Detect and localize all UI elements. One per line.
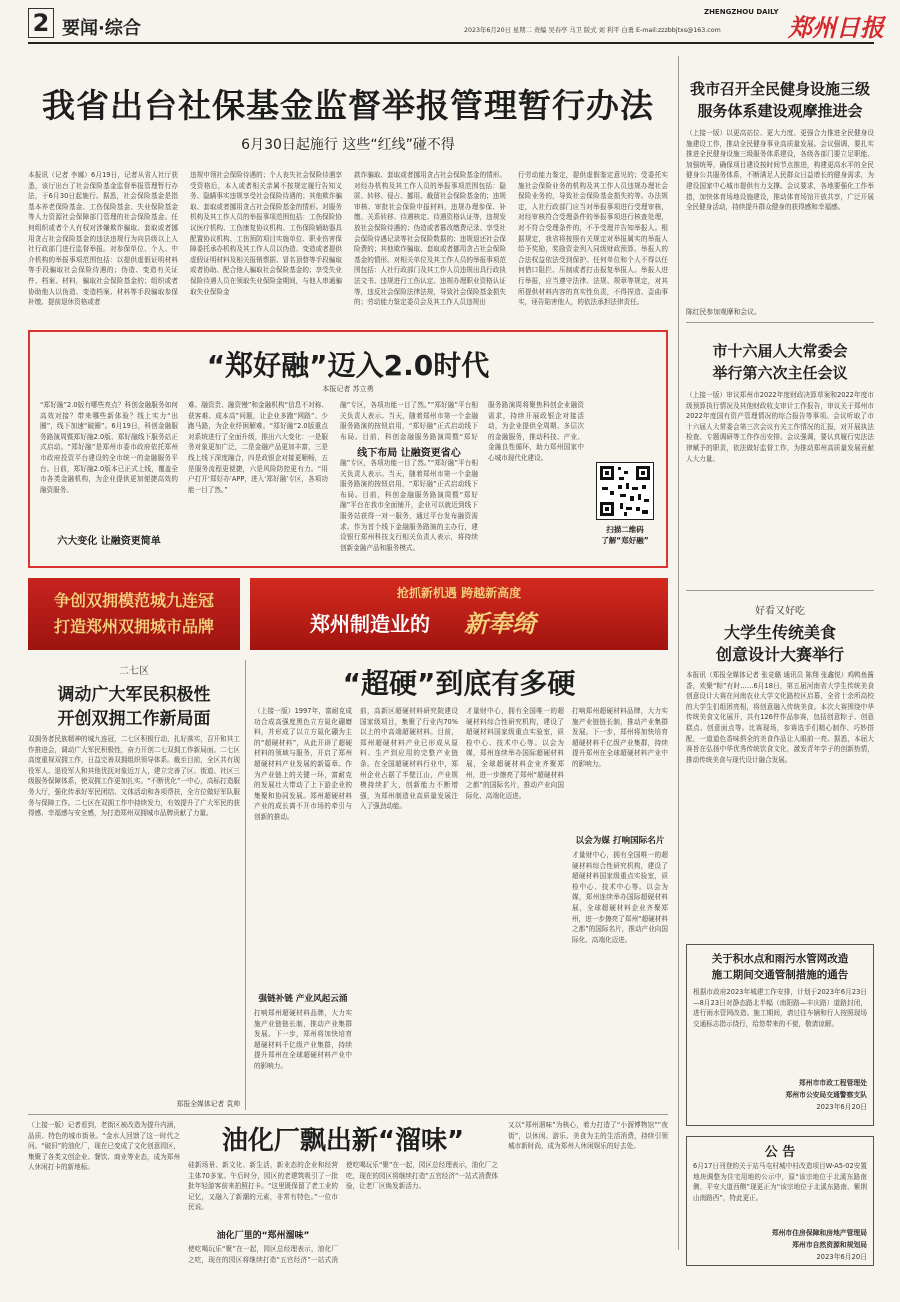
banner-right-line-1: 抢抓新机遇 跨越新高度	[396, 586, 522, 600]
notice-issuer-2: 郑州市公安局交通警察支队	[785, 1091, 867, 1099]
lead-column-1: 本报讯（记者 李娜）6月19日，记者从省人社厅获悉，该厅出台了社会保险基金监督举报管理暂行办法，于6月30日起施行。据悉，社会保险基金是指基本养老保险基金、工伤保险基金、失业保险基金等人力资源社会保障部门管理的社会保险基金。任何组织或者个人有权对涉嫌欺诈骗取、套取或者挪用贪占社会保险基金的违法违规行为向县级以上人社行政部门进行监督举报。对参保单位、个人、中介机构的举报事项范围包括：以提供虚假证明材料等手段骗取社会保险待遇的；伪造、变造有关证件、档案、材料，骗取社会保险基金的；组织或者协助他人以伪造、变造档案、材料等手段骗取参保补缴、提前退休资格或者	[28, 171, 178, 307]
lead-headline: 我省出台社保基金监督举报管理暂行办法	[42, 86, 654, 125]
oil-column-1: （上接一版）记者看到，老街区被改造为提升内涵，品质、特色的城市街景。“金水人回馈了这一时代之问。“破旧”的油化厂，现在已变成了文化创意园区，集聚了各类文创企业、餐饮、商业等业态，成为郑州人休闲打卡的新地标。	[28, 1121, 180, 1172]
superhard-column-1a: （上接一版）1997年，富耐克成功合成高强度黑色立方氮化硼磨料，并形成了以立方氮化硼为主的“超硬材料”，从此开辟了超硬材料的领域与服务，开启了郑州超硬材料产业发展的新篇章。作为产业链上的关键一环，富耐克的发展壮大带动了上下游企业的集聚和协同发展。郑州超硬材料产业的成长离不开市场的牵引与创新的推动。	[254, 707, 352, 821]
section-title: 要闻·综合	[62, 18, 141, 39]
oil-column-4: 又以“郑州溜味”为核心，着力打造了“小溜博物馆”“夜街”，以休闲、游乐、美食为主的生活消费，持续引领城市新时尚，成为郑州人休闲娱乐的好去处。	[508, 1121, 668, 1151]
superhard-column-4b: 才量财中心，拥有全国唯一的超硬材料综合性研究机构，建设了超硬材料国家级重点实验室，质检中心、技术中心等。以会为媒，郑州连续举办国际超硬材料展，全球超硬材料企业齐聚郑州，进一步擦亮了郑州“超硬材料之都”的国际名片，推动产业向国际化、高端化迈进。	[572, 851, 668, 944]
congress-title-1: 市十六届人大常委会	[712, 342, 848, 360]
featured-column-4: 服务路演周将聚焦科创企业融资需求，持续开展政银企对接活动，为企业提供全周期、多层次的金融服务，推动科技、产业、金融良性循环，助力郑州国家中心城市现代化建设。	[488, 401, 584, 462]
oil-column-3: 使吃喝玩乐“聚”在一起，园区总经理表示，油化厂之吃，现在的园区将继续打造“五官经济”一站式消费体验，让老厂区焕发新活力。	[346, 1161, 498, 1191]
featured-column-3a: 融”专区，各项功能一目了然。”“郑好融”平台相关负责人表示。当天，随着郑州市第一个金融服务路演的按钮启用，“郑好融”正式启动线下布局。目前，科创金融服务路演周暨“郑好	[340, 401, 478, 440]
page-number: 2	[28, 8, 54, 38]
fitness-title-2: 服务体系建设观摩推进会	[697, 102, 863, 120]
congress-body: （上接一版）审议郑州市2022年度财政决算草案和2022年度市级预算执行情况及其他财政收支审计工作报告，审议关于郑州市2022年度国有资产管理情况的综合报告等事项。会议听取了市十六届人大常委会第三次会议有关工作情况的汇报，对开展执法检查、专题调研等工作作出安排。会议强调，要认真履行宪法法律赋予的职责，依法做好监督工作，为推动郑州高质量发展贡献人大力量。	[686, 391, 874, 463]
featured-byline: 本报记者 苏立勇	[322, 385, 374, 393]
superhard-column-4a: 打响郑州超硬材料品牌，大力实施产业链链长制，推动产业集群发展。下一步，郑州将加快培育超硬材料千亿级产业集群，持续提升郑州在全球超硬材料产业中的影响力。	[572, 707, 668, 768]
paper-logo: 郑州日报	[788, 13, 884, 42]
banner-manufacturing	[250, 578, 668, 650]
notice-date: 2023年6月20日	[816, 1103, 867, 1111]
oil-column-2b: 使吃喝玩乐“聚”在一起，园区总经理表示，油化厂之吃，现在的园区将继续打造“五官经济”一站式消	[188, 1245, 338, 1264]
featured-headline: “郑好融”迈入2.0时代	[206, 349, 490, 382]
superhard-subhead-1: 强链补链 产业风起云涌	[258, 994, 348, 1004]
notice-body: 根据市政府2023年城建工作安排，计划于2023年6月23日—8月23日对静态路北半幅（南阳路—丰庆路）道路封闭，进行雨水管网改造。施工期间，请过往车辆和行人按照现场交通标志指示绕行，给您带来的不便，敬请谅解。	[693, 988, 867, 1028]
announcement-box	[686, 1136, 874, 1266]
fitness-title-1: 我市召开全民健身设施三级	[689, 80, 870, 98]
date-line: 2023年6月20日 星期二 责编 吴春亭 马卫 版式 刘 利平 白勇 E-mail:zzzbbjtxs@163.com	[464, 27, 721, 34]
qr-code[interactable]	[596, 462, 654, 520]
featured-column-2: 难、融资贵、融资慢”和金融机构“信息不对称、获客难、成本高”问题，让企业多跑“网路”、少跑马路，为企业纾困解难。“郑好融”2.0版重点对系统进行了全面升级，推出六大变化：一是服务对象更加广泛，二是金融产品更加丰富，三是线上线下深度融合，四是政银企对接更顺畅，五是服务流程更便捷，六是风险防控更有力。“用户打开‘郑好办’APP，进入‘郑好融’专区，各项功能一目了然。”	[188, 401, 328, 494]
featured-subhead-2: 线下布局 让融资更省心	[357, 448, 461, 459]
oil-headline: 油化厂飘出新“溜味”	[221, 1126, 465, 1156]
lead-subheadline: 6月30日起施行 这些“红线”碰不得	[241, 137, 455, 153]
featured-subhead-1: 六大变化 让融资更简单	[57, 536, 161, 547]
announcement-issuer-1: 郑州市住房保障和房地产管理局	[771, 1229, 867, 1237]
notice-title-2: 施工期间交通管制措施的通告	[711, 969, 849, 981]
announcement-body: 6月17日刊登的关于站马屯村城中村改造项目W-A5-02安置地块调整为住宅用地的公示中，原“该宗地位于北溪东路南侧、平安大道西侧”现更正为“该宗地位于北溪东路南、紫荆山南路西”，特此更正。	[693, 1162, 867, 1202]
superhard-headline: “超硬”到底有多硬	[342, 667, 576, 700]
congress-title-2: 举行第六次主任会议	[712, 364, 848, 382]
superhard-column-3: 才量财中心，拥有全国唯一的超硬材料综合性研究机构，建设了超硬材料国家级重点实验室，质检中心、技术中心等。以会为媒，郑州连续举办国际超硬材料展，全球超硬材料企业齐聚郑州，进一步擦亮了郑州“超硬材料之都”的国际名片，推动产业向国际化、高端化迈进。	[466, 707, 564, 800]
lead-column-2: 违规申领社会保险待遇的；个人丧失社会保险待遇享受资格后，本人或者相关亲属不按规定履行告知义务、隐瞒事实违规享受社会保险待遇的；其他欺诈骗取、套取或者挪用贪占社会保险基金的情形。对服务机构及其工作人员的举报事项范围包括：工伤保险协议医疗机构、工伤康复协议机构、工伤保险辅助器具配置协议机构、工伤预防项目实施单位、职业伤害保障委托承办机构及其工作人员以伪造、变造或者提供虚假证明材料及相关报销票据、冒名顶替等手段骗取或者协助、配合他人骗取社会保险基金的；享受失业保险待遇人员在领取失业保险金期间，与他人串通骗取失业保险金	[190, 171, 342, 296]
page-header	[28, 8, 884, 42]
army-title-2: 开创双拥工作新局面	[57, 709, 211, 729]
featured-column-1: “郑好融”2.0版有哪些亮点？科创金融服务如何高效对接？带来哪些新体验？线上实力“出圈”，线下加速“破圈”。6月19日，科创金融服务路演周暨郑好融2.0版、郑好融线下服务站正式启动。“郑好融”是郑州市委市政府依托郑州市政府投资平台建设的全市统一的金融服务平台。日前，郑好融2.0版本已正式上线，覆盖全市各类金融机构，为企业提供更加便捷高效的融资服务。	[40, 401, 178, 494]
featured-column-3b: 融”专区，各项功能一目了然。”“郑好融”平台相关负责人表示。当天，随着郑州市第一个金融服务路演的按钮启用，“郑好融”正式启动线下布局。目前，科创金融服务路演周暨“郑好融”平台在我市全面铺开，企业可以就近到线下服务站获得一对一服务，通过平台发布融资需求。作为首个线下金融服务路演的主办行，建设银行郑州科技支行相关负责人表示，将持续创新金融产品和服务模式。	[340, 459, 478, 552]
notice-box	[686, 944, 874, 1126]
lead-column-4: 行劳动能力鉴定，提供虚假鉴定意见的；受委托实施社会保险业务的机构及其工作人员违规办理社会保险业务的，导致社会保险基金损失的等。办法规定，人社行政部门应当对举报事项进行受理审核，对经审核符合受理条件的举报事项进行核查处理，对不符合受理条件的，不予受理并告知举报人。根据规定，我省将按照有关规定对举报属实的举报人给予奖励，奖励资金列入同级财政预算。举报人的合法权益依法受到保护。任何单位和个人不得以任何借口阻拦、压制或者打击报复举报人。举报人进行举报，应当遵守法律、法规、规章等规定，对其所提供材料内容的真实性负责，不得捏造、歪曲事实，诬告陷害他人，的依法承担法律责任。	[518, 171, 668, 307]
food-body: 本报讯（郑报全媒体记者 张竞璐 通讯员 陈翔 张鑫悦）鸡鸭鱼酱香，欢聚“粽”有时……6月18日，第五届河南省大学生传统美食创意设计大赛在河南农业大学文化路校区启幕，全省十余所高校的大学生们组团亮相，将创意融入传统美食。本次大赛围绕中华传统美食文化展开，共有126件作品参赛，包括创意粽子、创意糕点、创意面点等。比赛现场，参赛选手们精心制作、巧妙搭配，一道道色香味俱全的美食作品让人眼前一亮。据悉，本届大赛旨在弘扬中华优秀传统饮食文化，激发青年学子的创新热情，推动传统美食与现代设计融合发展。	[686, 671, 874, 764]
army-title-1: 调动广大军民积极性	[57, 685, 211, 705]
qr-caption-1: 扫描二维码	[606, 525, 644, 534]
featured-box	[28, 330, 668, 568]
oil-column-2: 硅新场景、新文化、新生活，新业态的企业和经营主体70多家。午后时分，园区的老建筑吸引了一批批年轻游客前来拍照打卡。“这里既保留了老工业的记忆，又融入了新潮的元素，非常有特色。”一位市民说。	[188, 1161, 338, 1212]
oil-subhead: 油化厂里的“郑州溜味”	[216, 1231, 310, 1241]
superhard-subhead-2: 以会为媒 打响国际名片	[575, 836, 665, 846]
banner-double-support	[28, 578, 240, 650]
lead-column-3: 款诈骗取、套取或者挪用贪占社会保险基金的情形。对经办机构及其工作人员的举报事项范围包括：隐匿、转移、侵占、挪用、截留社会保险基金的；违规审核、审批社会保险申报材料，违规办理参保、补缴、关系转移、待遇核定、待遇资格认证等，违规发放社会保险待遇的；伪造或者篡改缴费记录、享受社会保险待遇记录等社会保险数据的；违规退还社会保险费的；其他欺诈骗取、套取或者挪用贪占社会保险基金的情形。对相关单位及其工作人员的举报事项范围包括：人社行政部门及其工作人员违规出具行政执法文书、违规进行工伤认定、违规办理职业资格认证等，违反社会保险法律法规，导致社会保险基金损失的；劳动能力鉴定委员会及其工作人员违规出	[354, 171, 506, 307]
food-kicker: 好看又好吃	[755, 606, 805, 617]
announcement-date: 2023年6月20日	[816, 1253, 867, 1261]
paper-name-en: ZHENGZHOU DAILY	[704, 8, 779, 16]
banner-right-line-2: 郑州制造业的	[310, 612, 430, 636]
army-kicker: 二七区	[119, 666, 149, 677]
food-title-2: 创意设计大赛举行	[715, 645, 844, 664]
fitness-body: （上接一版）以更高站位、更大力度、更强合力推进全民健身设施建设工作，推动全民健身事业高质量发展。会议强调，要扎实推进全民健身设施三级服务体系建设，各级各部门要立足职能、加强统筹，确保项目建设按时间节点推进，构建更高水平的全民健身公共服务体系，不断满足人民群众日益增长的健身需求，为建设国家中心城市提供有力支撑。会议要求，各地要强化工作举措，加快体育场地设施建设，推动体育场馆开放共享，广泛开展全民健身活动，持续提升群众健身的获得感和幸福感。	[686, 129, 874, 212]
announcement-title: 公 告	[764, 1145, 796, 1160]
banner-left-line-2: 打造郑州双拥城市品牌	[53, 617, 214, 636]
army-credit: 郑报全媒体记者 袁帅	[176, 1100, 240, 1108]
banner-left-line-1: 争创双拥模范城九连冠	[53, 591, 214, 610]
notice-issuer-1: 郑州市市政工程管理处	[799, 1079, 867, 1087]
announcement-issuer-2: 郑州市自然资源和规划局	[792, 1241, 867, 1249]
qr-caption-2: 了解“郑好融”	[601, 536, 649, 545]
superhard-column-2: 前，高新区超硬材料研究院建设国家级项目，集聚了行业内70%以上的中高端超硬材料。目前，郑州超硬材料产业已形成从原料、生产到应用的完整产业链条。在全国超硬材料行业中，郑州企业占据了半壁江山，产业规模持续扩大，创新能力不断增强，为郑州制造业高质量发展注入了强劲动能。	[360, 707, 458, 811]
army-body: 双拥务者民族精神的城九连冠，二七区积极行动，扎好落实，召开和其工作推进会，调动广大军民积极性，奋力开创二七双拥工作新局面。二七区高度重视双拥工作，日益完善双拥组织领导体系。截至目前，全区共有现役军人、退役军人和其他优抚对象近万人，建立完善了区、街道、社区三级服务保障体系，使双拥工作更加扎实。“不断优化”一中心，高标打造服务大厅，强化传承好军民团结、文体活动和各项帮扶，全方位做好军队服务与保障工作。二七区在双拥工作中持续发力，有效提升了广大军民的获得感、幸福感与安全感，为打造郑州双拥城市品牌贡献了力量。	[28, 735, 240, 818]
food-title-1: 大学生传统美食	[723, 623, 836, 642]
notice-title-1: 关于积水点和雨污水管网改造	[711, 953, 849, 965]
superhard-column-1b: 打响郑州超硬材料品牌，大力实施产业链链长制，推动产业集群发展。下一步，郑州将加快培育超硬材料千亿级产业集群，持续提升郑州在全球超硬材料产业中的影响力。	[254, 1009, 352, 1070]
fitness-credit: 陈红民参加观摩和会议。	[686, 308, 761, 316]
banner-right-line-3: 新奉绮	[464, 609, 536, 638]
